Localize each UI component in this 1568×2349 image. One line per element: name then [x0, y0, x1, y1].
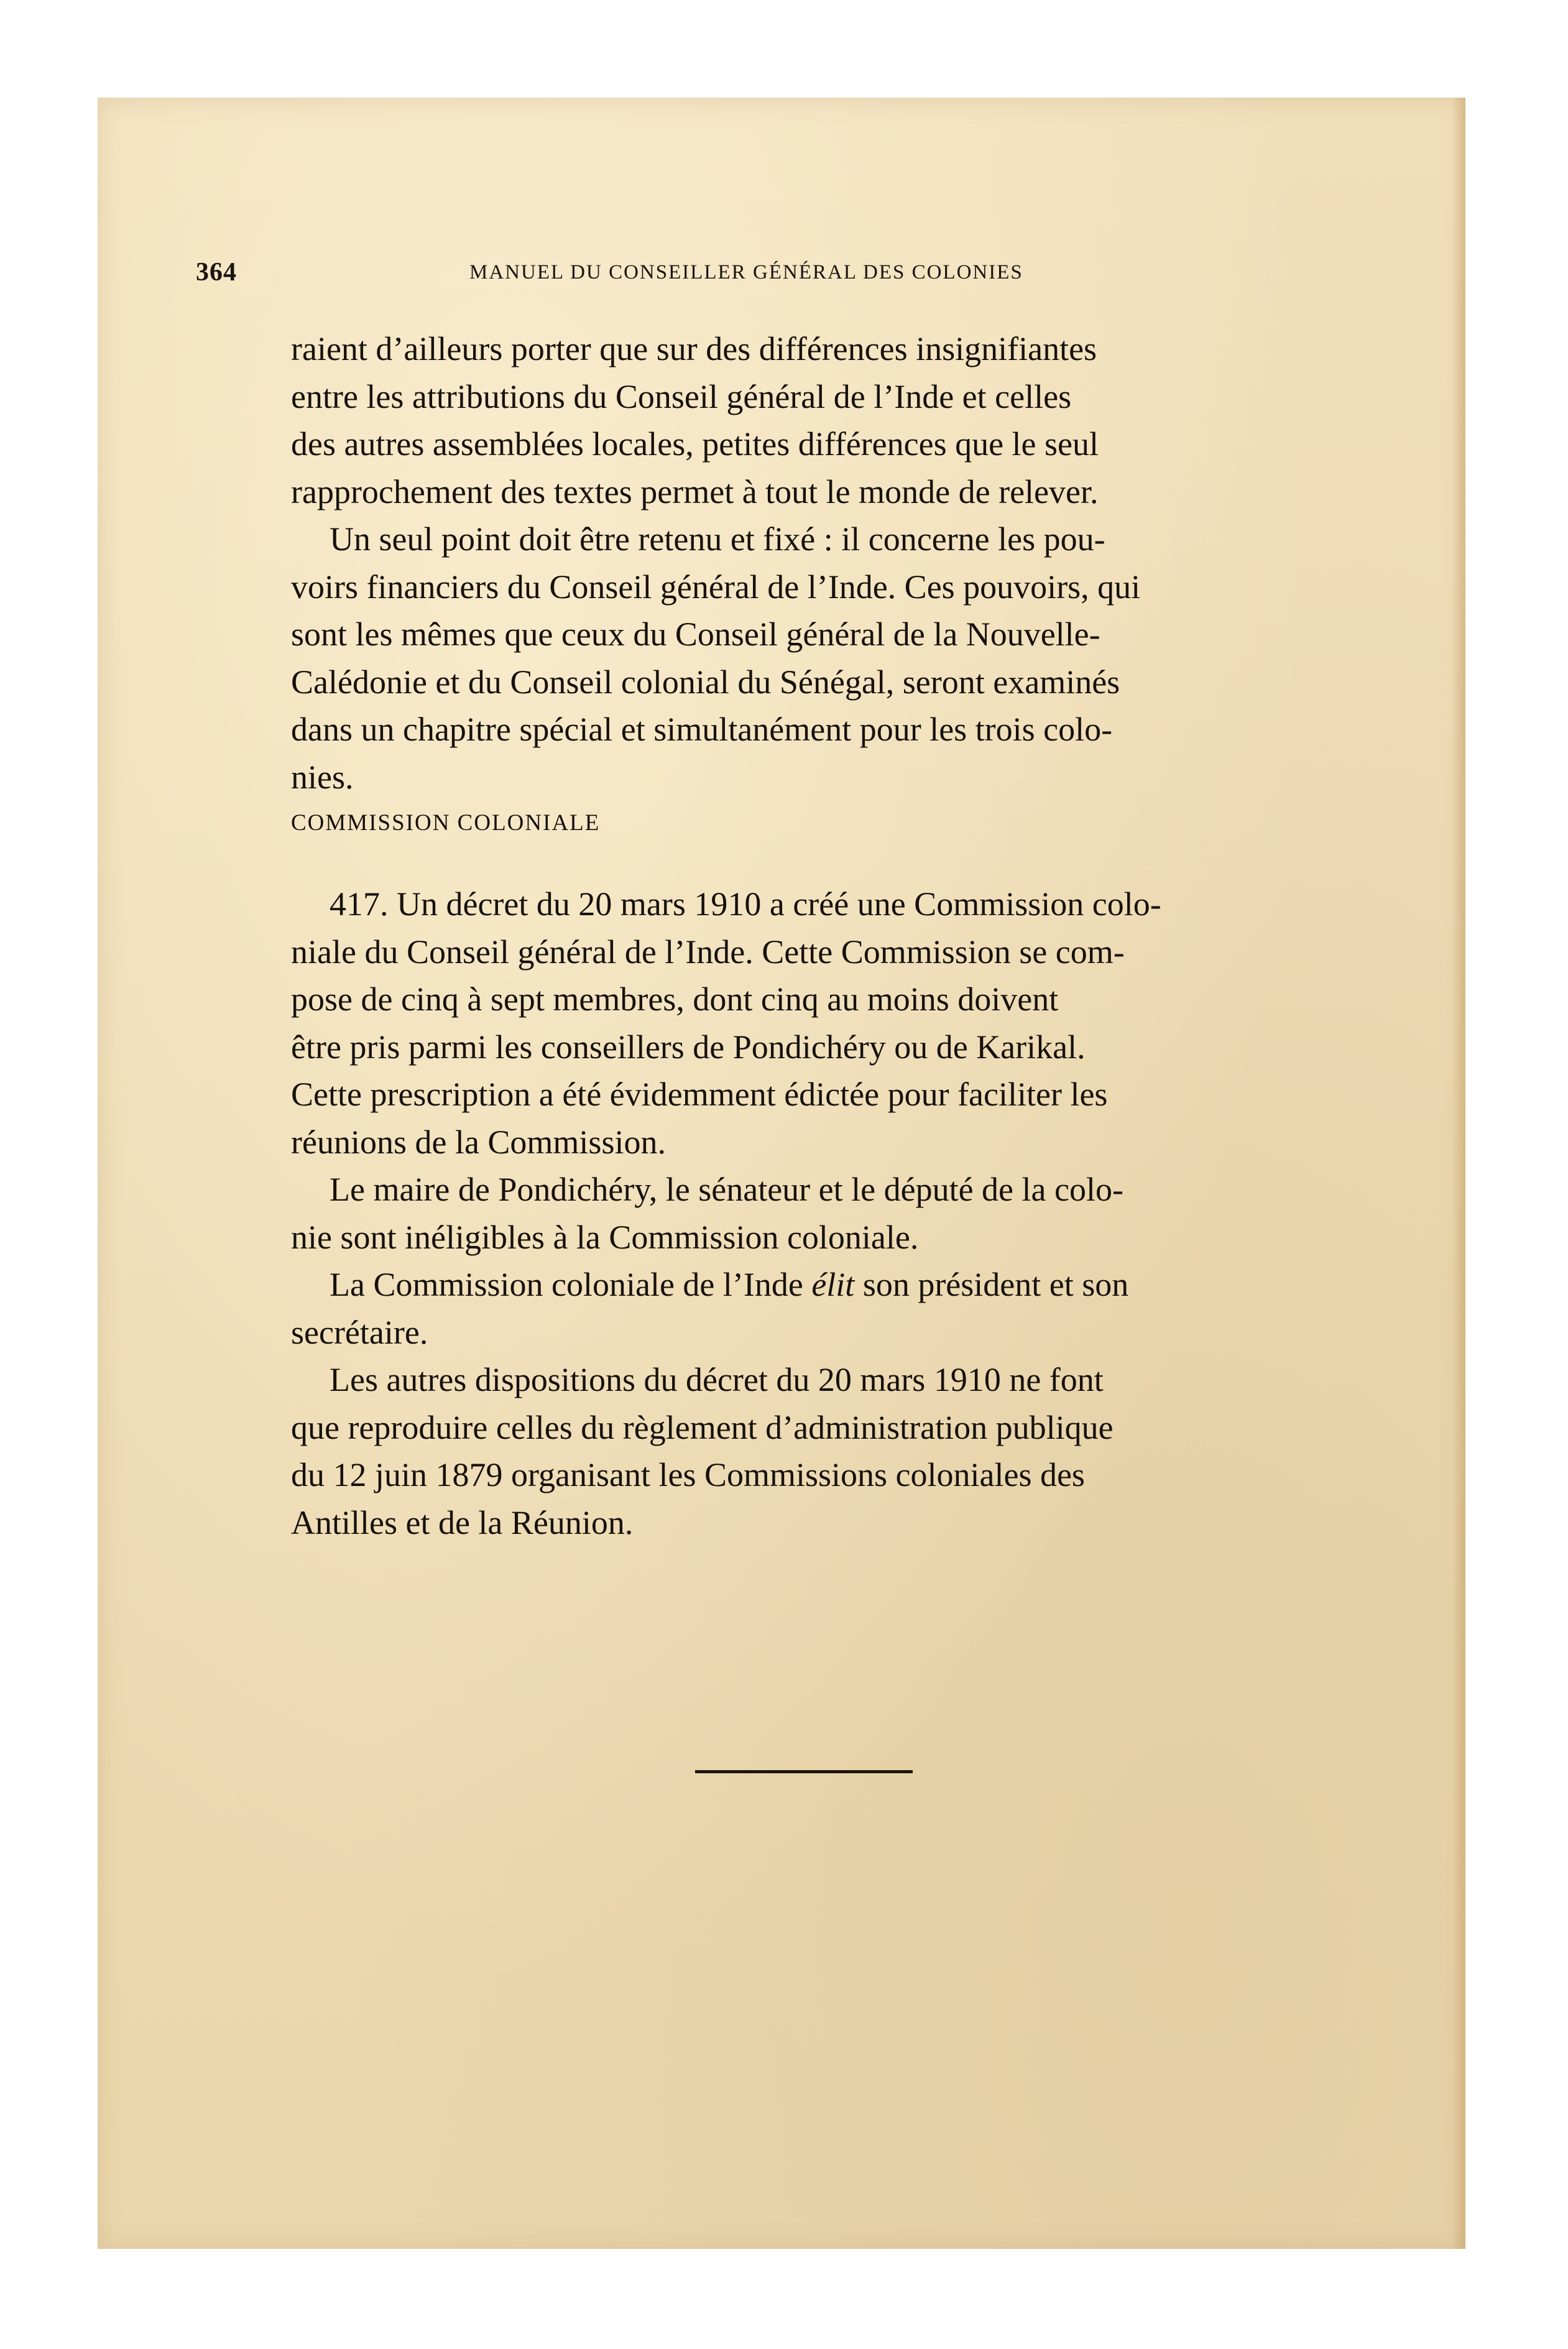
- section-heading: COMMISSION COLONIALE: [291, 810, 601, 836]
- paragraph-president: [291, 1261, 1311, 1356]
- paragraph-number: 417.: [330, 885, 389, 923]
- paragraph-president-text-end: son président et son secrétaire.: [291, 1266, 1129, 1351]
- page-number: 364: [196, 258, 237, 287]
- page-body: [291, 325, 1311, 1546]
- italic-word: élit: [811, 1266, 855, 1303]
- paragraph-417: [291, 880, 1311, 1166]
- running-title: MANUEL DU CONSEILLER GÉNÉRAL DES COLONIES: [469, 261, 1023, 284]
- paragraph-president-text-start: La Commission coloniale de l’Inde: [330, 1266, 812, 1303]
- running-header: [196, 257, 1315, 295]
- paragraph-continuation: raient d’ailleurs porter que sur des différences insignifiantes entre les attributions du Conseil général de l’Inde et celles des autres assemblées locales, petites différences que le seul rapprochement des textes permet à tout le monde de relever.: [291, 330, 1099, 510]
- end-rule: [695, 1770, 913, 1773]
- paragraph-417-text: Un décret du 20 mars 1910 a créé une Commission colo- niale du Conseil général de l’Inde. Cette Commission se com- pose de cinq à sept membres, dont cinq au moins doivent être pris parmi les conseillers de Pondichéry ou de Karikal. Cette prescription a été évidemment édictée pour faciliter les réunions de la Commission.: [291, 885, 1161, 1161]
- paragraph-ineligibility: Le maire de Pondichéry, le sénateur et le député de la colo- nie sont inéligibles à la Commission coloniale.: [291, 1171, 1123, 1256]
- paragraph-other-provisions: Les autres dispositions du décret du 20 mars 1910 ne font que reproduire celles du règlement d’administration publique du 12 juin 1879 organisant les Commissions coloniales des Antilles et de la Réunion.: [291, 1361, 1114, 1541]
- paragraph-financial-powers: Un seul point doit être retenu et fixé : il concerne les pou- voirs financiers du Conseil général de l’Inde. Ces pouvoirs, qui sont les mêmes que ceux du Conseil général de la Nouvelle- Calédonie et du Conseil colonial du Sénégal, seront examinés dans un chapitre spécial et simultanément pour les trois colo- nies.: [291, 520, 1141, 796]
- page-edge-shadow: [1452, 98, 1465, 2249]
